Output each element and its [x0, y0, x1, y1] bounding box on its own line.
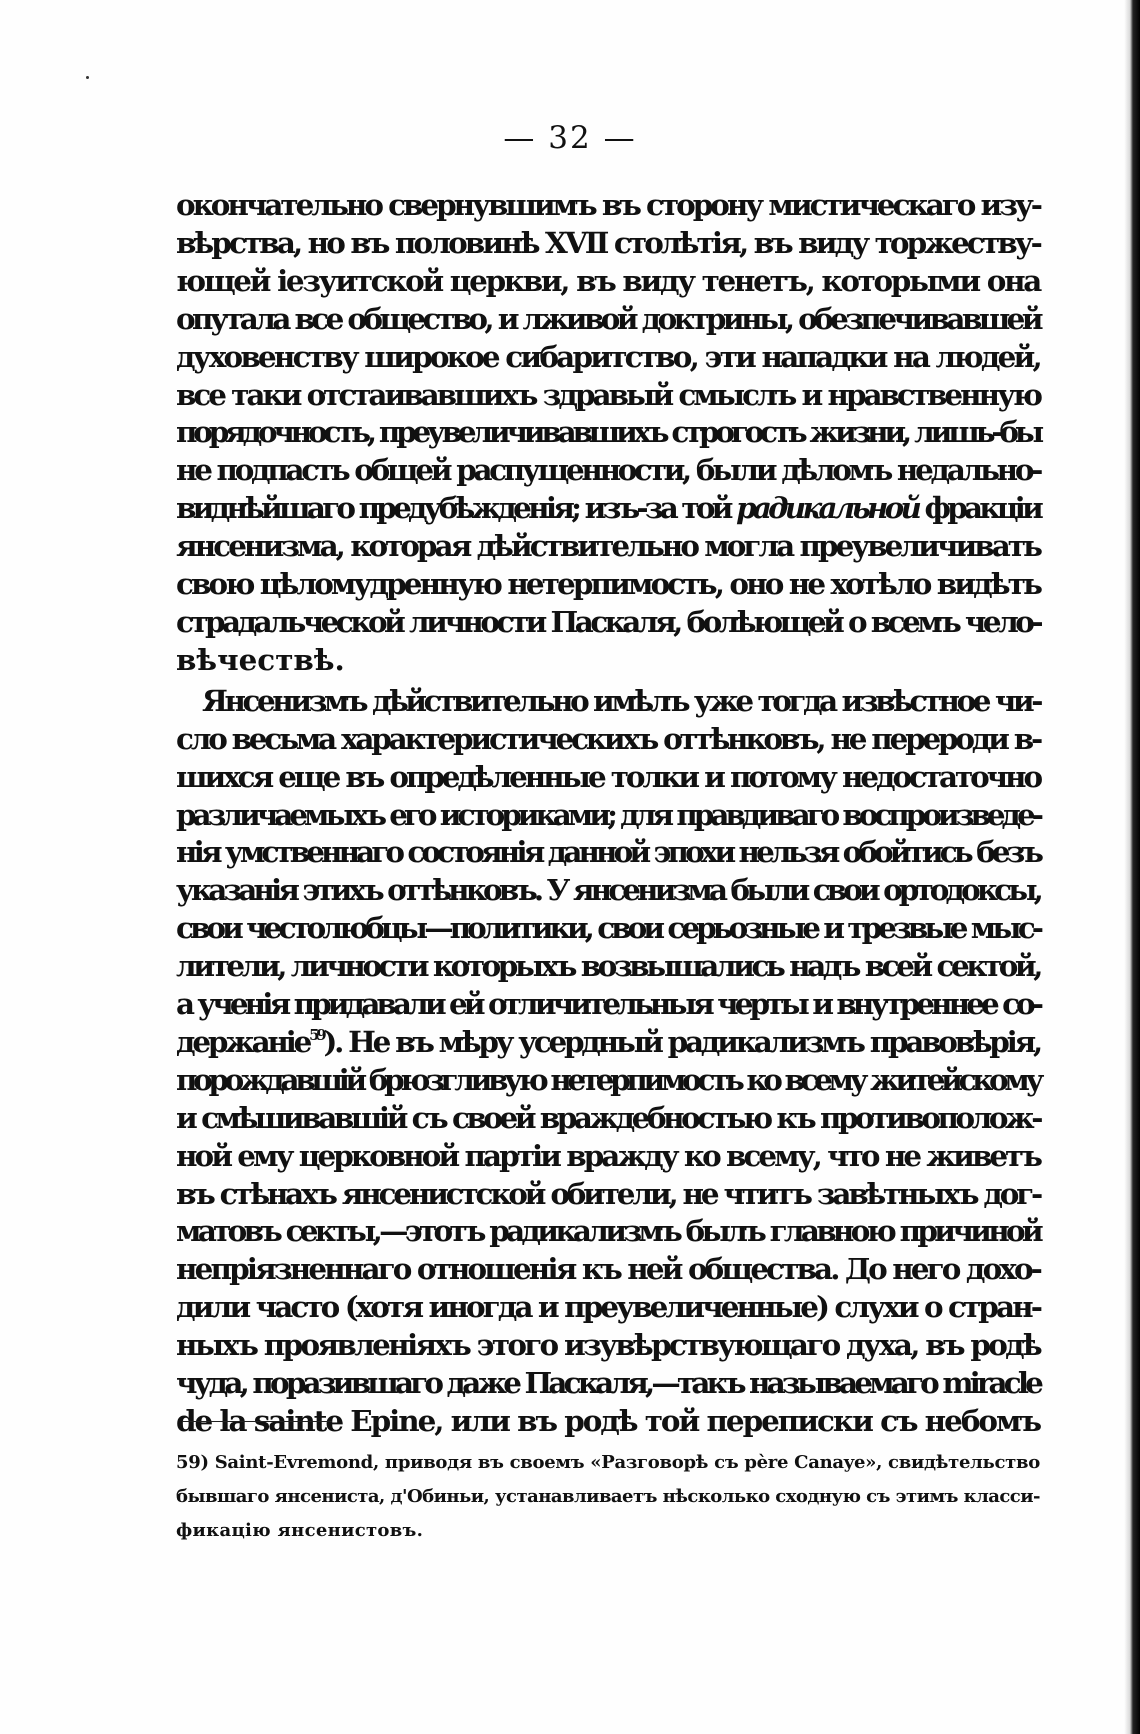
italic-emphasis: радикальной [736, 490, 919, 526]
footnote-line: фикацію янсенистовъ. [176, 1520, 424, 1541]
text-run: фракціи [918, 490, 1040, 526]
text-line: de la sainte Epine, или въ родѣ той переписки съ небомъ [176, 1403, 1041, 1438]
text-run: ). Не въ мѣру усердный радикализмъ правовѣрія, [323, 1023, 1040, 1059]
footnote-marker[interactable]: 59 [309, 1025, 324, 1044]
paragraph-2 [176, 682, 1040, 1440]
text-line: ющей іезуитской церкви, въ виду тенетъ, которыми она [176, 262, 1040, 298]
text-line: вѣчествѣ. [176, 641, 345, 677]
text-line: лители, личности которыхъ возвышались надъ всей сектой, [176, 948, 1040, 984]
text-line: порождавшій брюзгливую нетерпимость ко всему житейскому [176, 1061, 1040, 1097]
text-line: матовъ секты,—этотъ радикализмъ былъ главною причиной [176, 1213, 1040, 1249]
page-number: — 32 — [503, 120, 637, 156]
text-line: сло весьма характеристическихъ оттѣнковъ, не перероди в- [176, 720, 1040, 756]
text-line: не подпасть общей распущенности, были дѣломъ недально- [176, 452, 1041, 488]
text-line: Янсенизмъ дѣйствительно имѣлъ уже тогда извѣстное чи- [202, 682, 1040, 718]
text-line: порядочность, преувеличивавшихъ строгость жизни, лишь-бы [176, 414, 1040, 450]
text-line: ныхъ проявленіяхъ этого изувѣрствующаго духа, въ родѣ [176, 1327, 1040, 1363]
text-run: виднѣйшаго предубѣжденія; изъ-за той [176, 490, 737, 526]
footnote-line: бывшаго янсениста, д'Обиньи, устанавливаетъ нѣсколько сходную съ этимъ класси- [176, 1486, 1040, 1507]
text-run: держаніе [176, 1023, 310, 1059]
paragraph-1 [176, 186, 1040, 679]
text-line: окончательно свернувшимъ въ сторону мистическаго изу- [176, 187, 1040, 222]
text-line: вѣрства, но въ половинѣ XVII столѣтія, въ виду торжеству- [176, 224, 1040, 260]
text-line: все таки отстаивавшихъ здравый смыслъ и нравственную [176, 376, 1040, 412]
footnote [176, 1446, 1040, 1548]
text-line: ной ему церковной партіи вражду ко всему, что не живетъ [176, 1137, 1040, 1173]
text-line [176, 489, 1040, 527]
text-line: опутала все общество, и лживой доктрины, обезпечивавшей [176, 300, 1040, 336]
text-line: нія умственнаго состоянія данной эпохи нельзя обойтись безъ [176, 834, 1040, 870]
footnote-divider [182, 1421, 332, 1422]
body-text [176, 186, 1040, 1440]
text-line: чуда, поразившаго даже Паскаля,—такъ называемаго miracle [176, 1365, 1041, 1401]
text-line: свою цѣломудренную нетерпимость, оно не хотѣло видѣть [176, 566, 1040, 602]
footnote-line: 59) Saint-Evremond, приводя въ своемъ «Разговорѣ съ pѐre Canaye», свидѣтельство [176, 1452, 1040, 1473]
text-line: и смѣшивавшій съ своей враждебностью къ противополож- [176, 1099, 1040, 1135]
text-line: духовенству широкое сибаритство, эти нападки на людей, [176, 338, 1040, 374]
text-line: дили часто (хотя иногда и преувеличенные) слухи о стран- [176, 1289, 1040, 1325]
text-line: различаемыхъ его историками; для правдиваго воспроизведе- [176, 796, 1040, 832]
text-line: янсенизма, которая дѣйствительно могла преувеличивать [176, 528, 1040, 564]
text-line: указанія этихъ оттѣнковъ. У янсенизма были свои ортодоксы, [176, 872, 1040, 908]
text-line: свои честолюбцы—политики, свои серьозные и трезвые мыс- [176, 910, 1040, 946]
text-line: страдальческой личности Паскаля, болѣющей о всемъ чело- [176, 603, 1040, 639]
text-line: а ученія придавали ей отличительныя черты и внутреннее со- [176, 986, 1040, 1022]
text-line: въ стѣнахъ янсенистской обители, не чтитъ завѣтныхъ дог- [176, 1175, 1040, 1211]
text-line [176, 1023, 1040, 1061]
scan-edge [1124, 0, 1140, 1734]
text-line: непріязненнаго отношенія къ ней общества. До него дохо- [176, 1251, 1040, 1287]
scan-speck [86, 76, 89, 79]
text-line: шихся еще въ опредѣленные толки и потому недостаточно [176, 758, 1040, 794]
